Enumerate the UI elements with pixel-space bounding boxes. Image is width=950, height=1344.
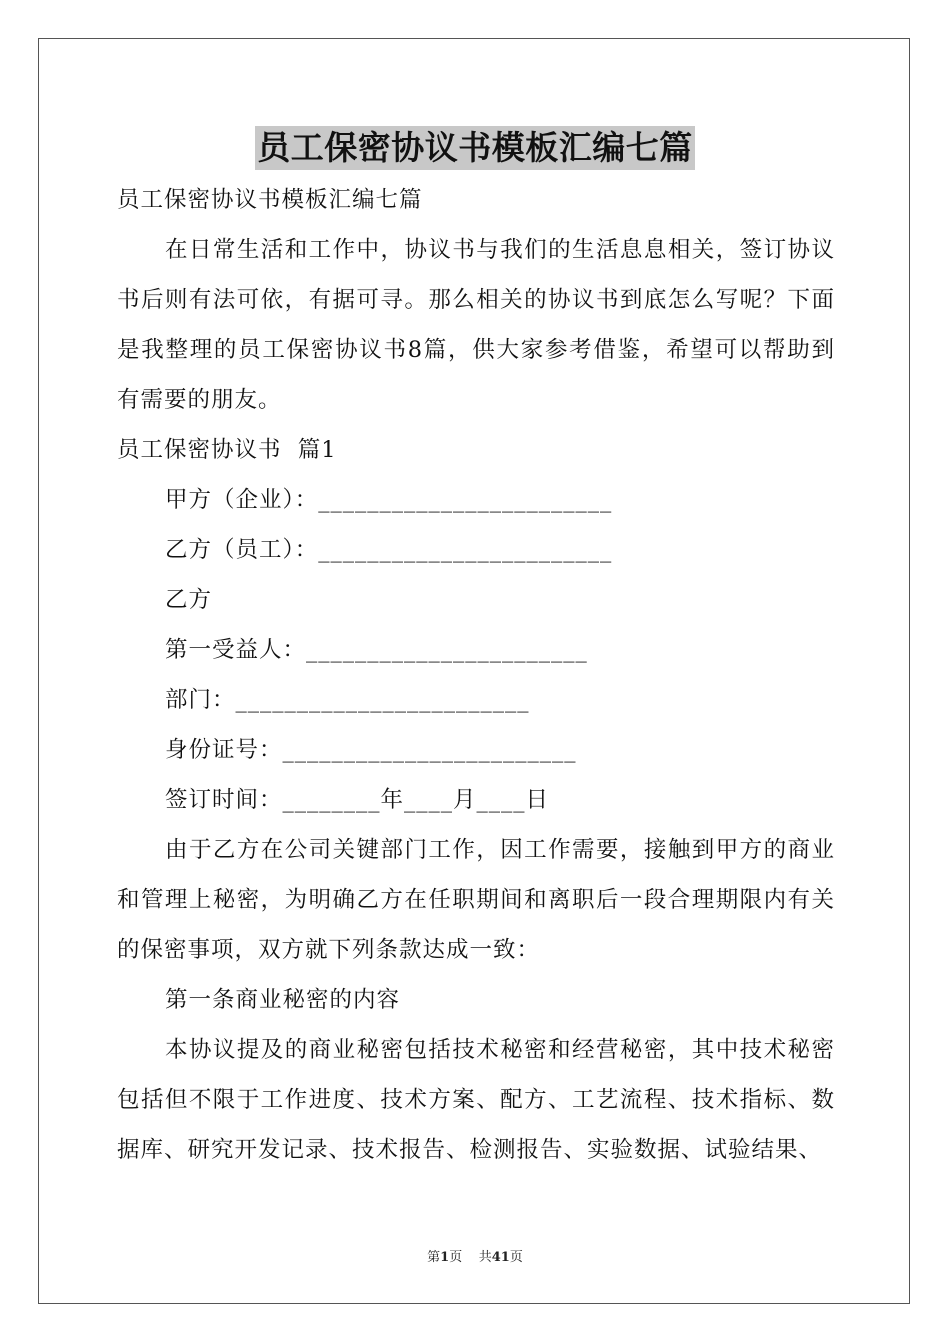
document-title: 员工保密协议书模板汇编七篇 — [255, 126, 695, 170]
section-heading: 员工保密协议书 篇1 — [117, 437, 337, 463]
field-beneficiary: 第一受益人：_______________________ — [165, 637, 588, 663]
title-container — [0, 126, 950, 170]
intro-paragraph: 在日常生活和工作中，协议书与我们的生活息息相关，签订协议书后则有法可依，有据可寻。那么相关的协议书到底怎么写呢？下面是我整理的员工保密协议书8篇，供大家参考借鉴，希望可以帮助到有需要的朋友。 — [117, 237, 835, 413]
page-number: 1 — [440, 1250, 450, 1265]
field-sign-date: 签订时间：________年____月____日 — [165, 787, 550, 813]
article-1-title: 第一条商业秘密的内容 — [165, 987, 401, 1013]
field-id-number: 身份证号：________________________ — [165, 737, 577, 763]
total-prefix: 共 — [478, 1250, 492, 1265]
article-1-text: 本协议提及的商业秘密包括技术秘密和经营秘密，其中技术秘密包括但不限于工作进度、技术方案、配方、工艺流程、技术指标、数据库、研究开发记录、技术报告、检测报告、实验数据、试验结果、 — [117, 1037, 835, 1163]
page-prefix: 第 — [427, 1250, 441, 1265]
body-intro-paragraph: 由于乙方在公司关键部门工作，因工作需要，接触到甲方的商业和管理上秘密，为明确乙方在任职期间和离职后一段合理期限内有关的保密事项，双方就下列条款达成一致： — [117, 837, 835, 963]
total-suffix: 页 — [509, 1250, 523, 1265]
page-footer — [0, 1246, 950, 1265]
field-party-b-short: 乙方 — [165, 587, 213, 613]
field-party-a: 甲方（企业）：________________________ — [165, 487, 613, 513]
field-party-b: 乙方（员工）：________________________ — [165, 537, 613, 563]
document-body — [117, 175, 835, 1175]
field-department: 部门：________________________ — [165, 687, 530, 713]
total-pages: 41 — [491, 1250, 510, 1265]
subtitle: 员工保密协议书模板汇编七篇 — [117, 187, 423, 213]
page-suffix: 页 — [449, 1250, 463, 1265]
